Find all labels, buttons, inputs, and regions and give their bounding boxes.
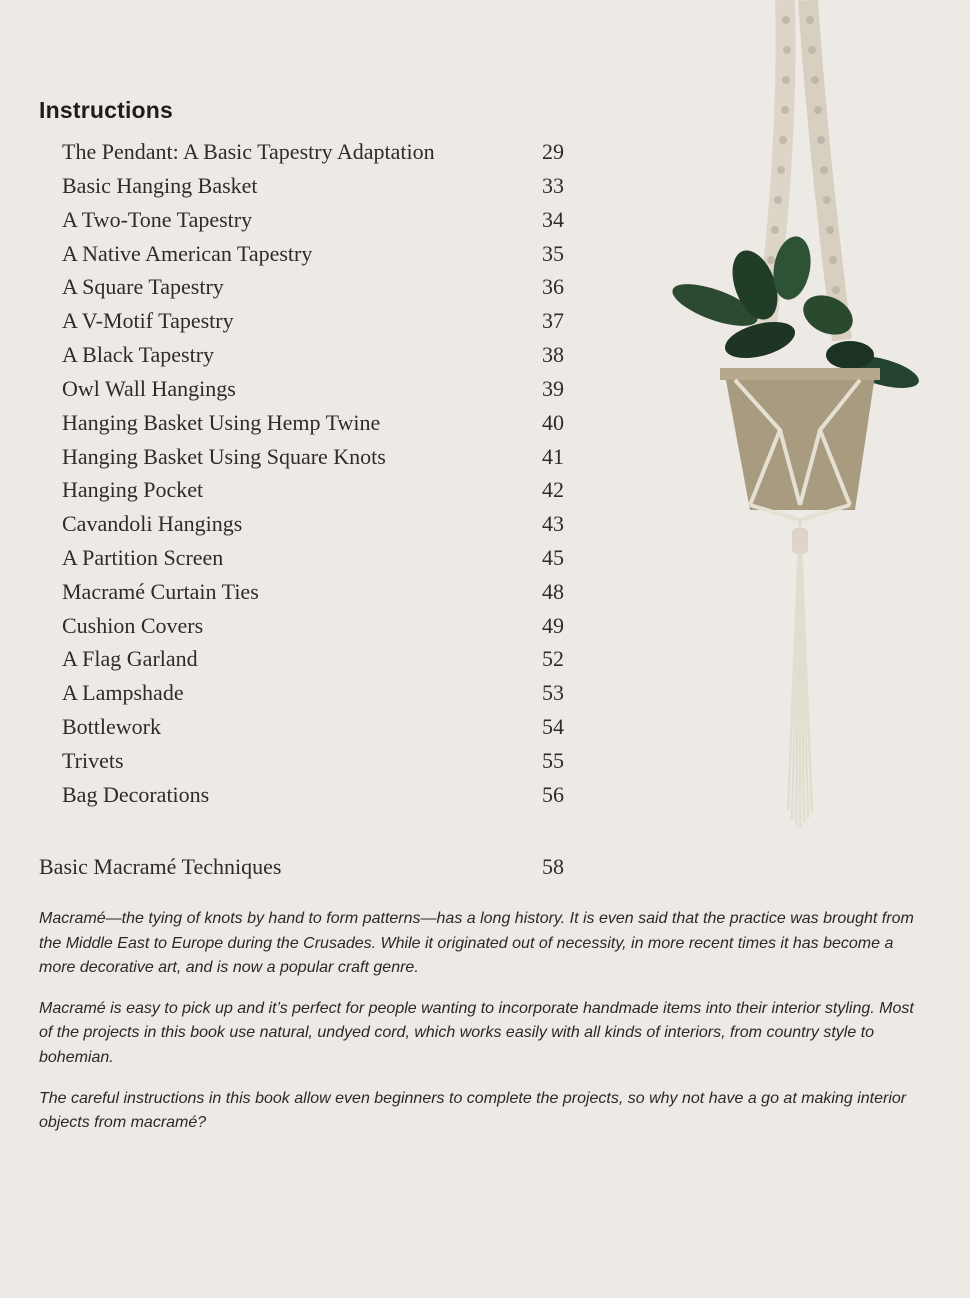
toc-entry-title: Bottlework xyxy=(62,714,161,739)
toc-entry-title: Trivets xyxy=(62,748,124,773)
toc-entry-title: Owl Wall Hangings xyxy=(62,376,236,401)
toc-entry-page: 43 xyxy=(542,511,564,536)
toc-entry-page: 34 xyxy=(542,207,564,232)
toc-entry xyxy=(62,575,564,609)
toc-entry-title: Hanging Basket Using Square Knots xyxy=(62,444,386,469)
toc-entry-title: Hanging Basket Using Hemp Twine xyxy=(62,410,381,435)
toc-entry-page: 36 xyxy=(542,274,564,299)
toc-entry xyxy=(62,676,564,710)
toc-entry-page: 45 xyxy=(542,545,564,570)
intro-paragraph: Macramé is easy to pick up and it’s perfect for people wanting to incorporate handmade items into their interior styling. Most of the projects in this book use natural, undyed cord, which works easily with all kinds of interiors, from country style to bohemian. xyxy=(39,999,914,1066)
toc-entry-title: The Pendant: A Basic Tapestry Adaptation xyxy=(62,139,435,164)
toc-entry xyxy=(62,338,564,372)
toc-entry xyxy=(62,406,564,440)
macrame-plant-hanger-illustration xyxy=(660,0,930,840)
toc-entry-page: 53 xyxy=(542,680,564,705)
toc-entry-page: 55 xyxy=(542,748,564,773)
toc-entry-title: A Flag Garland xyxy=(62,646,198,671)
toc-entry xyxy=(62,778,564,812)
intro-paragraph: The careful instructions in this book allow even beginners to complete the projects, so why not have a go at making interior objects from macramé? xyxy=(39,1089,907,1132)
toc-entry-page: 33 xyxy=(542,173,564,198)
toc-entry xyxy=(62,372,564,406)
toc-entry xyxy=(62,642,564,676)
toc-entry-title: Cavandoli Hangings xyxy=(62,511,243,536)
toc-entry-title: A Native American Tapestry xyxy=(62,241,313,266)
toc-entry xyxy=(62,237,564,271)
toc-entry-page: 39 xyxy=(542,376,564,401)
intro-paragraph: Macramé—the tying of knots by hand to form patterns—has a long history. It is even said that the practice was brought from the Middle East to Europe during the Crusades. While it originated out of necessity, in more recent times it has become a more decorative art, and is now a popular craft genre. xyxy=(39,910,914,977)
toc-entry-techniques xyxy=(39,850,564,884)
toc-entry xyxy=(62,135,564,169)
toc-entry-page: 56 xyxy=(542,782,564,807)
toc-entry xyxy=(62,541,564,575)
toc-entry-page: 38 xyxy=(542,342,564,367)
toc-entry-page: 54 xyxy=(542,714,564,739)
toc-entry-title: A Partition Screen xyxy=(62,545,224,570)
toc-entry-page: 40 xyxy=(542,410,564,435)
toc-entry xyxy=(62,270,564,304)
toc-entry-page: 29 xyxy=(542,139,564,164)
toc-entry-page: 42 xyxy=(542,477,564,502)
toc-entry-title: A Black Tapestry xyxy=(62,342,215,367)
toc-entry-page: 35 xyxy=(542,241,564,266)
toc-entry xyxy=(62,744,564,778)
toc-entry xyxy=(62,169,564,203)
hanger-tassel xyxy=(788,520,812,828)
toc-entry xyxy=(62,304,564,338)
toc-entry xyxy=(62,710,564,744)
toc-entry-title: Basic Macramé Techniques xyxy=(39,854,282,879)
intro-text xyxy=(39,907,919,1152)
toc-entry-title: Macramé Curtain Ties xyxy=(62,579,259,604)
toc-entry-page: 52 xyxy=(542,646,564,671)
toc-entry xyxy=(62,609,564,643)
toc-entry-title: A Two-Tone Tapestry xyxy=(62,207,253,232)
toc-entry-title: Cushion Covers xyxy=(62,613,204,638)
toc-entry xyxy=(62,440,564,474)
toc-entry-title: A V-Motif Tapestry xyxy=(62,308,234,333)
section-heading: Instructions xyxy=(39,97,174,123)
toc-entry xyxy=(62,507,564,541)
toc-entry-title: Bag Decorations xyxy=(62,782,210,807)
toc-entry xyxy=(62,203,564,237)
toc-entry-page: 58 xyxy=(542,854,564,879)
toc-entry-page: 41 xyxy=(542,444,564,469)
toc-entry-page: 48 xyxy=(542,579,564,604)
toc-entry-title: Hanging Pocket xyxy=(62,477,204,502)
toc-entry-title: Basic Hanging Basket xyxy=(62,173,258,198)
toc-entry-title: A Square Tapestry xyxy=(62,274,224,299)
toc-entry xyxy=(62,473,564,507)
toc-entry-page: 49 xyxy=(542,613,564,638)
toc-entry-title: A Lampshade xyxy=(62,680,184,705)
toc-entry-page: 37 xyxy=(542,308,564,333)
